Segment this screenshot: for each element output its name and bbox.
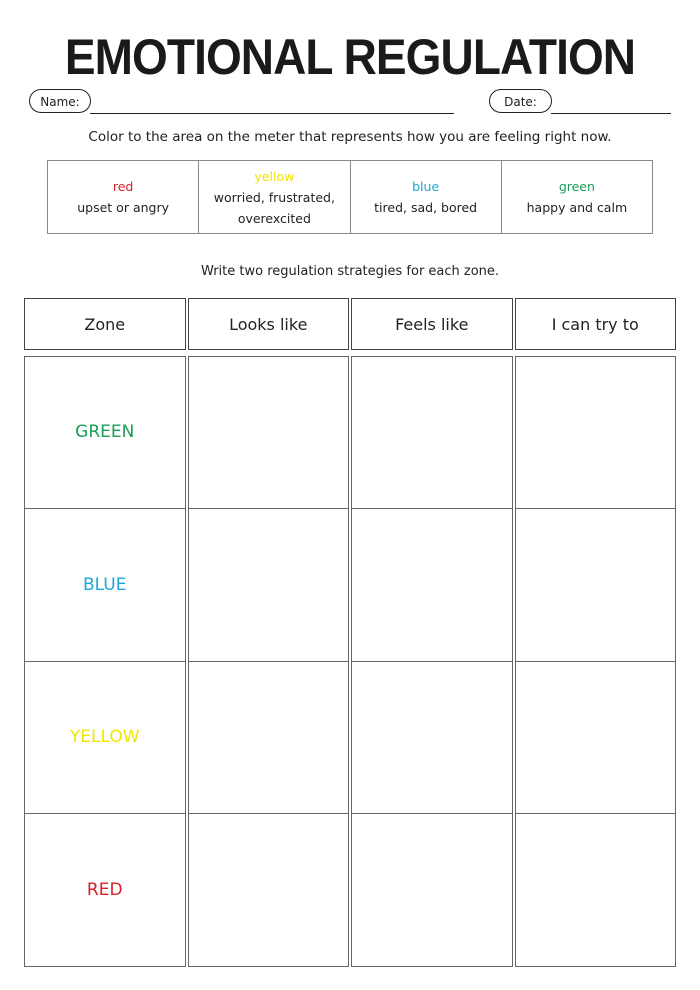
meter-description: worried, frustrated, bbox=[213, 189, 335, 205]
feelings-meter bbox=[47, 160, 653, 234]
header-i-can-try-to: I can try to bbox=[515, 298, 677, 350]
table-row bbox=[24, 814, 676, 967]
header-feels-like: Feels like bbox=[351, 298, 513, 350]
looks-like-cell[interactable] bbox=[188, 509, 350, 662]
zone-cell-red: RED bbox=[24, 814, 186, 967]
name-field[interactable] bbox=[90, 113, 454, 114]
looks-like-cell[interactable] bbox=[188, 356, 350, 509]
strategies-table bbox=[24, 356, 676, 967]
i-can-try-to-cell[interactable] bbox=[515, 356, 677, 509]
header-zone: Zone bbox=[24, 298, 186, 350]
meter-cell-green[interactable] bbox=[502, 161, 652, 233]
i-can-try-to-cell[interactable] bbox=[515, 662, 677, 815]
meter-cell-blue[interactable] bbox=[351, 161, 502, 233]
meter-color-label: yellow bbox=[254, 168, 295, 184]
meter-description: tired, sad, bored bbox=[374, 200, 478, 215]
header-looks-like: Looks like bbox=[188, 298, 350, 350]
meter-cell-yellow[interactable] bbox=[199, 161, 350, 233]
meter-color-label: blue bbox=[412, 179, 440, 194]
looks-like-cell[interactable] bbox=[188, 814, 350, 967]
feels-like-cell[interactable] bbox=[351, 662, 513, 815]
meter-description: upset or angry bbox=[77, 200, 169, 215]
looks-like-cell[interactable] bbox=[188, 662, 350, 815]
meter-instructions: Color to the area on the meter that represents how you are feeling right now. bbox=[88, 129, 612, 145]
zone-cell-yellow: YELLOW bbox=[24, 662, 186, 815]
date-label: Date: bbox=[489, 89, 552, 113]
date-field[interactable] bbox=[551, 113, 671, 114]
feels-like-cell[interactable] bbox=[351, 509, 513, 662]
name-label: Name: bbox=[29, 89, 91, 113]
feels-like-cell[interactable] bbox=[351, 814, 513, 967]
meter-cell-red[interactable] bbox=[48, 161, 199, 233]
table-row bbox=[24, 662, 676, 815]
feels-like-cell[interactable] bbox=[351, 356, 513, 509]
meter-color-label: green bbox=[558, 179, 595, 194]
i-can-try-to-cell[interactable] bbox=[515, 814, 677, 967]
strategies-instructions: Write two regulation strategies for each zone. bbox=[200, 264, 500, 279]
zone-cell-green: GREEN bbox=[24, 356, 186, 509]
meter-description: happy and calm bbox=[526, 200, 628, 215]
i-can-try-to-cell[interactable] bbox=[515, 509, 677, 662]
page-title: EMOTIONAL REGULATION bbox=[64, 29, 636, 85]
meter-color-label: red bbox=[112, 179, 134, 194]
table-row bbox=[24, 509, 676, 662]
table-row bbox=[24, 356, 676, 509]
meter-description: overexcited bbox=[237, 210, 311, 226]
zone-cell-blue: BLUE bbox=[24, 509, 186, 662]
table-header bbox=[24, 298, 676, 350]
